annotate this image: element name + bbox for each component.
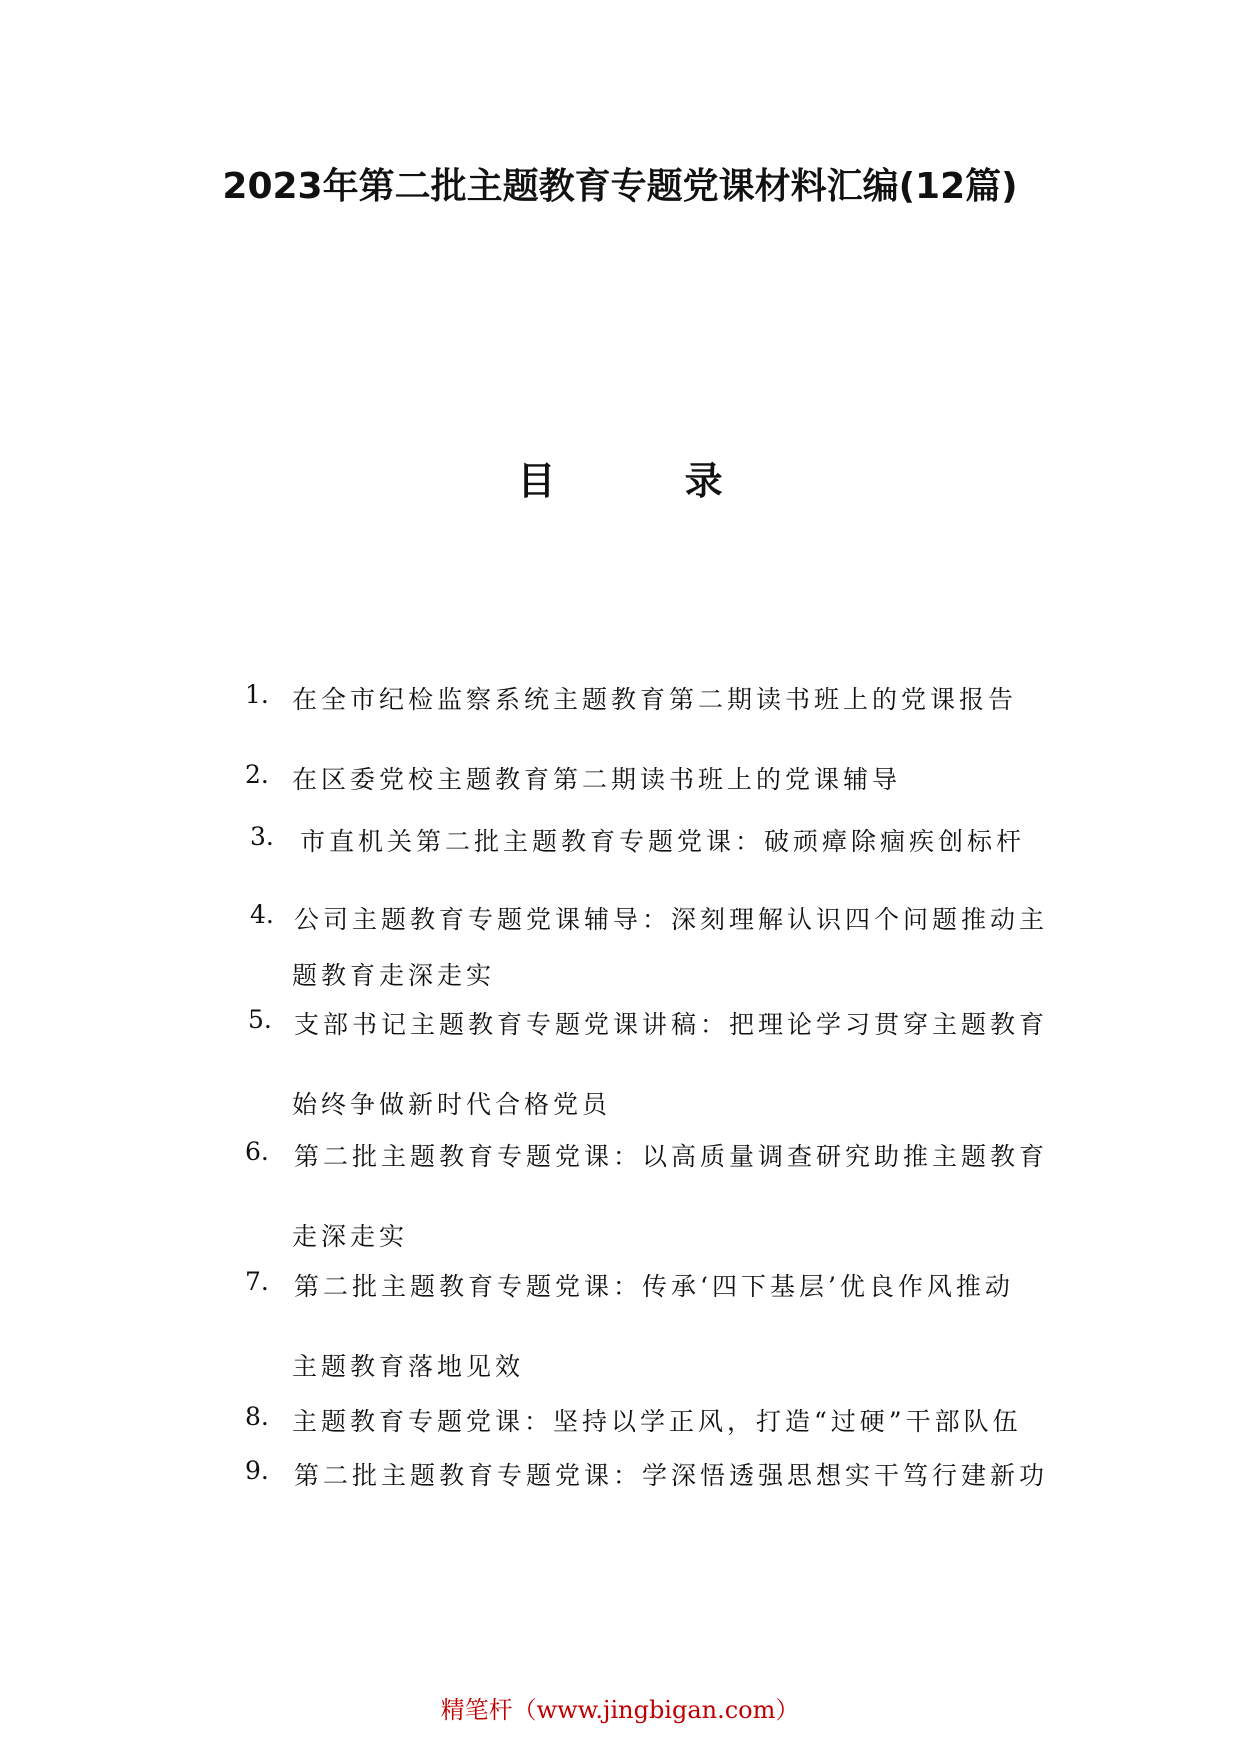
toc-item-6-line-2: 走深走实 [292, 1222, 409, 1251]
toc-item-7-line-1: 第二批主题教育专题党课：传承‘四下基层’优良作风推动 [294, 1272, 1014, 1301]
toc-item-5-number: 5. [248, 1005, 272, 1034]
toc-item-5-line-1: 支部书记主题教育专题党课讲稿：把理论学习贯穿主题教育 [294, 1010, 1049, 1039]
toc-item-9-line-1: 第二批主题教育专题党课：学深悟透强思想实干笃行建新功 [294, 1461, 1049, 1490]
toc-item-6-line-1: 第二批主题教育专题党课：以高质量调查研究助推主题教育 [294, 1142, 1049, 1171]
toc-item-4-line-2: 题教育走深走实 [292, 961, 496, 990]
toc-item-3-line-1: 市直机关第二批主题教育专题党课：破顽瘴除痼疾创标杆 [300, 827, 1026, 856]
toc-item-5-line-2: 始终争做新时代合格党员 [292, 1090, 612, 1119]
toc-item-4-line-1: 公司主题教育专题党课辅导：深刻理解认识四个问题推动主 [294, 905, 1049, 934]
toc-item-3-number: 3. [250, 822, 274, 851]
toc-item-9-number: 9. [245, 1456, 269, 1485]
toc-item-1-line-1: 在全市纪检监察系统主题教育第二期读书班上的党课报告 [292, 685, 1018, 714]
toc-item-8-number: 8. [245, 1402, 269, 1431]
document-title: 2023年第二批主题教育专题党课材料汇编(12篇) [222, 166, 1018, 207]
toc-item-7-line-2: 主题教育落地见效 [292, 1352, 525, 1381]
toc-item-2-number: 2. [245, 760, 269, 789]
toc-item-6-number: 6. [245, 1137, 269, 1166]
toc-item-7-number: 7. [245, 1267, 269, 1296]
footer-watermark: 精笔杆（www.jingbigan.com） [440, 1696, 800, 1724]
toc-heading: 目 录 [517, 459, 781, 503]
toc-item-1-number: 1. [245, 680, 269, 709]
toc-item-2-line-1: 在区委党校主题教育第二期读书班上的党课辅导 [292, 765, 902, 794]
toc-item-8-line-1: 主题教育专题党课：坚持以学正风，打造“过硬”干部队伍 [292, 1407, 1022, 1436]
toc-item-4-number: 4. [250, 900, 274, 929]
